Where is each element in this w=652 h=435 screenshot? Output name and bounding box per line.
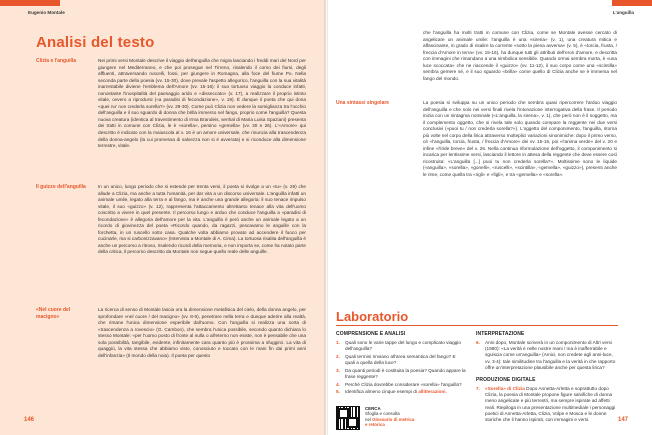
block-label: Clizia e l'anguilla [36, 58, 77, 64]
exercise-item [336, 389, 466, 395]
exercise-number: 1. [336, 340, 340, 345]
exercise-number: 6. [476, 340, 480, 345]
comprensione-heading: COMPRENSIONE E ANALISI [336, 331, 406, 337]
exercise-text-part: Identifica almeno cinque esempi di [345, 389, 419, 395]
interpretazione-column [476, 331, 618, 425]
exercise-text: Perché Clizia dovrebbe considerare «sorella» l'anguilla? [345, 381, 462, 387]
cerca-line-part: nel [365, 416, 373, 422]
exercise-item [336, 382, 466, 388]
analysis-block [36, 307, 306, 359]
glossary-term[interactable]: allitterazioni [418, 389, 446, 395]
exercise-title: «Sorella» di Clizia [485, 386, 525, 392]
exercise-item [476, 340, 618, 371]
exercise-text: Da quanti periodi è costituita la poesia? Quando appare la frase reggente? [345, 367, 466, 380]
qr-code-icon[interactable] [336, 406, 360, 430]
laboratorio-title: Laboratorio [336, 309, 409, 324]
interpretazione-heading: INTERPRETAZIONE [476, 331, 525, 337]
running-head-bar [612, 0, 652, 6]
page-number: 147 [617, 417, 628, 423]
exercise-text: Anni dopo, Montale scriverà in un componimento di Altri versi (1980): «La verità è nelle nostre mani / ma è inafferrabile e sguiscia come un'anguilla» (Amici, non credete agli anni-luce, vv. 3-4): tale similitudine tra l'anguilla e la verità in che rapporto offre un'interpretazione plausibile anche per questa lirica? [485, 340, 616, 370]
cerca-text [365, 406, 415, 428]
exercise-number: 5. [336, 389, 340, 395]
cerca-box [336, 406, 415, 430]
cerca-line: Sfoglia e consulta [365, 411, 400, 417]
exercise-number: 2. [336, 353, 340, 359]
analysis-block [36, 58, 306, 150]
exercise-text-part: Dopo Annetta-Arletta e soprattutto dopo Clizia, la poesia di Montale propone figure salvifiche di donna meno angelicate e più terrestri, ma sempre ispirate ad affetti reali. Riepiloga in una presentazione multimediale i personaggi poetici di Annetta-Arletta, Clizia, Volpe e Mosca e le donne storiche che li hanno ispirati, con immagini e versi. [485, 386, 616, 423]
exercise-item [336, 368, 466, 380]
running-head-title: L'anguilla [612, 10, 634, 15]
block-text: La poesia si sviluppa su un unico periodo che sembra quasi ripercorrere l'arduo viaggio dell'anguilla e che solo nei versi finali rivela l'intonazione interrogativa della frase. Il periodo inizia con un sintagma nominale («L'anguilla, la sirena», v. 1), che però non è il soggetto, ma il complemento oggetto, che si rivela tale solo quando compare la reggente nei due versi conclusivi («puoi tu / non crederla sorella?»). L'oggetto del componimento, l'anguilla, ritorna più volte nel corpo della lirica attraverso molteplici variazioni sinonimiche: dopo il primo verso, cè «l'anguilla, torcia, frusta, / freccia d'Amore» dei vv. 15-16, poi «l'anima verde» del v. 20 e infine «l'iride breve» del v. 26. Nella continua riformulazione dell'oggetto, il componimento si incarica per lentissime versi, lasciando il lettore in attesa della reggente che deve essere così ricostruita: «L'anguilla [...] puoi tu non crederla sorella?». Moltissime sono le liquide («anguilla», «sorella», «gonelli», «ruscelli», «scintilla», «gemella», «guizzo»), presenti anche le rime, come quella tra «rigli» e «figli», e tra «gemella» e «sorella». [423, 100, 617, 178]
divider [336, 325, 618, 326]
exercise-text: Quali termini rinviano all'area semantica del fango? E quali a quella della luce? [345, 353, 456, 366]
block-label: «Nel cuore del macigno» [36, 307, 71, 320]
exercise-item [476, 386, 618, 423]
running-head-author: Eugenio Montale [28, 10, 65, 15]
page-number: 146 [24, 417, 35, 423]
exercise-item [336, 354, 466, 366]
exercise-number: 7. [476, 386, 480, 392]
running-head-bar [0, 0, 60, 6]
exercise-text: Quali sono le varie tappe del lungo e complicato viaggio dell'anguilla? [345, 340, 461, 352]
analysis-block [36, 184, 306, 256]
exercise-number: 4. [336, 381, 340, 387]
block-text: Nei primi versi Montale descrive il viaggio dell'anguilla che migra lasciando i freddi mari del Nord per giungere nel Mediterraneo, e che poi prosegue nel Tirreno, risalendo il corso dei fiumi, degli affluenti, attraversando ruscelli, fossi, per giungere in Romagna, alla foce del fiume Po. Nella seconda parte della poesia (vv. 15-30), dove prevale l'aspetto allegorico, l'anguilla con la sua vitalità inarrestabile diviene l'emblema dell'Amore (vv. 15-16): il suo tortuoso viaggio la conduce infatti, nonostante l'inospitalità del paesaggio arido e «disseccato» (v. 17), a realizzare il proprio istinto vitale, ovvero a riprodursi («a paradisi di fecondazione», v. 19). È dunque il poeta che qui dona «quei nu' non crederla sorella?» (vv. 29-30). Come può Clizia non vedere la somiglianza tra l'occhio dell'anguilla e il suo sguardo di donna che brilla immerso nel fango, proprio come l'anguilla? Questa nuova creatura (identica al travestimento di Irma Brandeis, senhal di Maria Luisa Spaziani) presenta dei tratti in comune con Clizia, le è «sorella», persino «gemella» (vv. 30 e 26). L'«Amore» qui descritto è indicato con la maiuscola al v. 16 è un amore universale, che rinuncia alla trascendenza della donna-angelo (la cui promessa di salvezza non si è avverata) e si riconduce alla dimensione terrestre, vitale. [98, 58, 306, 149]
block-label: Una sintassi singolare [336, 100, 390, 106]
exercise-text [485, 386, 618, 423]
glossary-link[interactable]: Glossario di metrica e retorica [365, 416, 415, 428]
exercise-text [345, 389, 466, 395]
spine-gutter [324, 0, 328, 435]
block-label: Il guizzo dell'anguilla [36, 184, 86, 190]
exercise-item [336, 340, 466, 352]
cerca-line [365, 417, 415, 428]
cerca-keyword: CERCA [365, 406, 381, 411]
block-text: In un unico, lungo periodo che si estende per trenta versi, il poeta si rivolge a un «tu» (v. 29) che allude a Clizia, ma anche a tutta l'umanità, per dar vita a un discorso universale. L'anguilla infatti un animale umile, legato alla terra e al fango, ma è anche una grande allegoria: il suo tenace impulso vitale, il suo «guizzo» (v. 12), rappresenta l'attaccamento altrettanto tenace alla vita dell'uomo coscritto a vivere in quel presente. Il percorso lungo e arduo che conduce l'anguilla a «paradisi di fecondazione» è allegoria dell'amore per la vita. L'anguilla è però anche un animale legato a un ricordo di giovinezza del poeta «Ricordo quando, da ragazzi, pescavamo le anguille con la forchetta, in un ruscello sotto casa. Qualche volta abbiamo provato ad accendere il fuoco per cucinarle, ma si carbonizzavano» (Intervista a Montale di A. Cima). La tortuosa risalita dell'anguilla è anche un percorso a ritroso, risalendo ricordi della memoria, e non importa se, come ha notato parte della critica, il percorso descritto da Montale non segue quello reale delle anguille. [98, 184, 306, 255]
exercise-text-part: . [445, 389, 447, 395]
section-title: Analisi del testo [36, 34, 155, 51]
continued-text: che l'anguilla ha molti tratti in comune con Clizia, come se Montale avesse cercato di angelicare un animale umile: l'anguilla è una «sirena» (v. 1), una creatura mitica e affascinante, in grado di risalire la corrente «sotto la piena avversa» (v. 5), è «torcia, frusta, / freccia d'Amore in terra» (vv. 15-16), ha dunque tutti gli attributi dell'eros d'amore, e descritta con immagini che rimandano a una simbolica sensibile. Quando ormai sembra morta, è «una luce scoccata» che ne riaccende il «guizzo» (vv. 11-12), il suo corpo come una «scintilla» sembra gemere sé, e il suo sguardo «brilla» come quello di Clizia anche se è immersa nel fango del mondo. [423, 30, 617, 81]
exercise-number: 3. [336, 367, 340, 373]
comprensione-column [336, 331, 466, 397]
produzione-heading: PRODUZIONE DIGITALE [476, 377, 536, 384]
analysis-block [336, 100, 617, 179]
block-text: La ricerca di senso di Montale lascia ora la dimensione metafisica del cielo, della donna angelo, per sprofondare «nel cuore / del macigno» (vv. 8-9), penetrare nella terra e dunque aderire alla realtà, che rimane l'unica dimensione esperibile dall'uomo. Con l'anguilla si realizza una sorta di «trascendenza a rovescio» (G. Cambon), che sembra l'unica possibile, secondo quanto dichiara lo stesso Montale: «per l'uomo posto di fronte al nulla o all'eterno non esiste, non è pensabile che una sola possibilità, tangibile, evidente, infinitamente cara quanto più è prossima a sfuggirci. La vita di quaggiù, la vita stessa che abbiamo visto, conosciuto e toccato con le mani fin dai primi anni dell'infanzia» (Il mondo della noia). Il poeta per questo [98, 307, 306, 358]
